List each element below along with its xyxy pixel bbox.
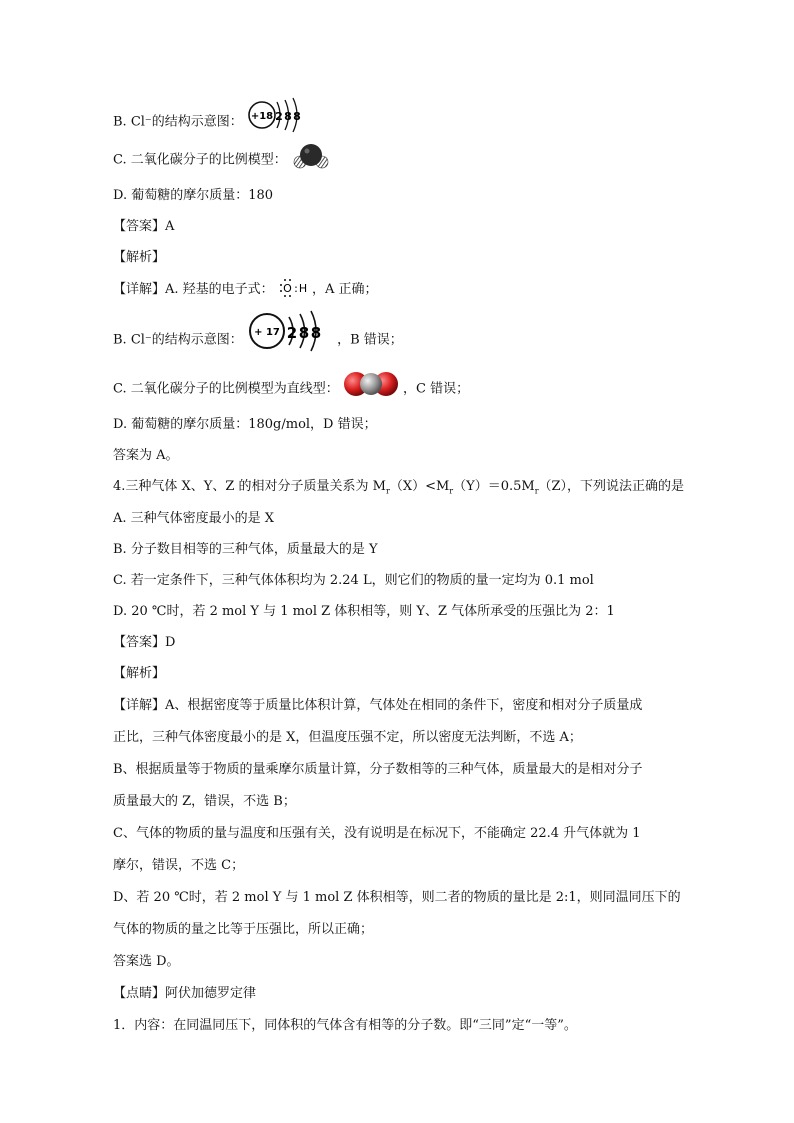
conclusion-3: 答案为 A。: [113, 448, 179, 463]
detail-4-line-2: 正比，三种气体密度最小的是 X，但温度压强不定，所以密度无法判断，不选 A；: [113, 730, 582, 745]
shell-1-count: 2: [286, 324, 298, 342]
conclusion-4: 答案选 D。: [113, 954, 180, 969]
detail-3-c: C. 二氧化碳分子的比例模型为直线型： ，C 错误；: [113, 378, 469, 400]
detail-4-line-8: 气体的物质的量之比等于压强比，所以正确；: [113, 922, 374, 937]
detail-3-a: 【详解】A. 羟基的电子式： O : H ，A 正确；: [113, 281, 377, 299]
detail-4-line-1: 【详解】A、根据密度等于质量比体积计算，气体处在相同的条件下，密度和相对分子质量成: [113, 698, 643, 713]
shell-1-count: 2: [275, 110, 283, 123]
question-4-option-a: A. 三种气体密度最小的是 X: [113, 511, 275, 526]
option-c-line: C. 二氧化碳分子的比例模型：: [113, 150, 331, 170]
option-b-line: B. Cl⁻的结构示意图： +18 2 8 8: [113, 109, 309, 135]
oxygen-atom: O: [282, 281, 292, 295]
shell-3-count: 8: [293, 110, 301, 123]
detail-3-b: B. Cl⁻的结构示意图： + 17 2 8 8 ，B 错误；: [113, 326, 403, 354]
hydroxyl-electron-formula: [278, 278, 308, 298]
co2-linear-model-icon: [343, 368, 399, 400]
bond-pair: :: [293, 281, 298, 295]
answer-4: 【答案】D: [113, 635, 176, 650]
shell-3-count: 8: [310, 324, 322, 342]
question-4-option-d: D. 20 ℃时，若 2 mol Y 与 1 mol Z 体积相等，则 Y、Z 气体所承受的压强比为 2：1: [113, 604, 615, 619]
hydrogen-atom: H: [298, 281, 307, 295]
shell-2-count: 8: [284, 110, 292, 123]
nucleus-label: +18: [250, 111, 274, 122]
shell-2-count: 8: [298, 324, 310, 342]
co2-dark-model-icon: [291, 142, 331, 170]
detail-4-line-5: C、气体的物质的量与温度和压强有关，没有说明是在标况下，不能确定 22.4 升气体就为 1: [113, 826, 641, 841]
detail-4-line-3: B、根据质量等于物质的量乘摩尔质量计算，分子数相等的三种气体，质量最大的是相对分子: [113, 762, 643, 777]
detail-4-line-6: 摩尔，错误，不选 C；: [113, 858, 245, 873]
analysis-3-heading: 【解析】: [113, 250, 166, 265]
question-4-stem: 4.三种气体 X、Y、Z 的相对分子质量关系为 $M_r(X)<M_r(Y)=0.5M_r(Z)$，下列说法正确的是: [113, 479, 685, 496]
nucleus-label: + 17: [254, 327, 280, 338]
analysis-4-heading: 【解析】: [113, 666, 166, 681]
question-4-option-b: B. 分子数目相等的三种气体，质量最大的是 Y: [113, 542, 378, 557]
detail-4-line-7: D、若 20 ℃时，若 2 mol Y 与 1 mol Z 体积相等，则二者的物质的量比是 2:1，则同温同压下的: [113, 890, 681, 905]
detail-4-line-4: 质量最大的 Z，错误，不选 B；: [113, 794, 296, 809]
question-4-option-c: C. 若一定条件下，三种气体体积均为 2.24 L，则它们的物质的量一定均为 0.1 mol: [113, 573, 594, 588]
avogadro-law-content: 1．内容：在同温同压下，同体积的气体含有相等的分子数。即“三同”定“一等”。: [113, 1018, 577, 1033]
option-d-line: D. 葡萄糖的摩尔质量：180: [113, 188, 274, 203]
cl-ion-diagram-wrong: [247, 95, 309, 135]
answer-3: 【答案】A: [113, 219, 175, 234]
cl-ion-diagram-correct: [247, 308, 333, 354]
detail-3-d: D. 葡萄糖的摩尔质量：180g/mol，D 错误；: [113, 417, 377, 432]
tip-heading: 【点睛】阿伏加德罗定律: [113, 986, 257, 1001]
